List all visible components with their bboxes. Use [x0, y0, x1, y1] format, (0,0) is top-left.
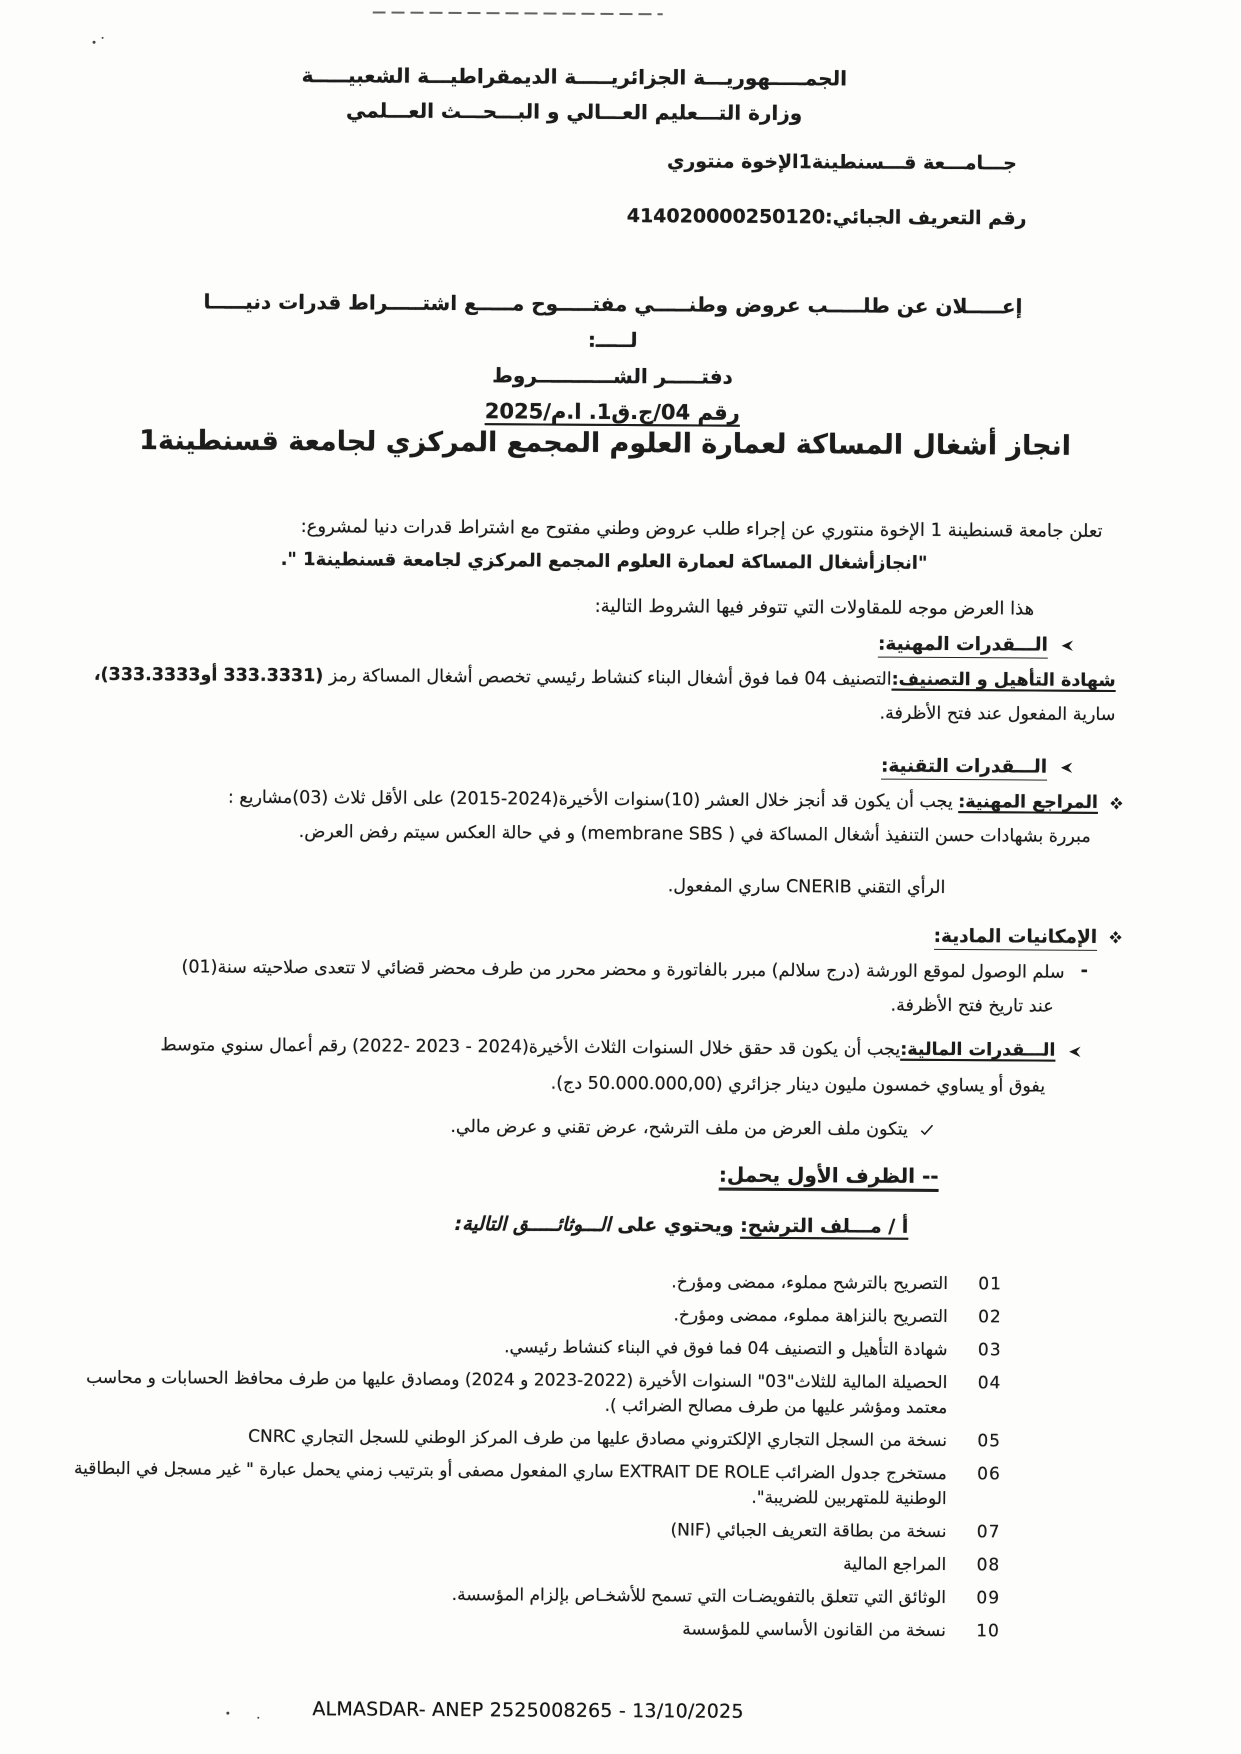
- section-title: الـــقدرات التقنية:: [881, 756, 1047, 781]
- document-text: مستخرج جدول الضرائب EXTRAIT DE ROLE ساري المفعول مصفى أو بترتيب زمني يحمل عبارة " غير مسجل في البطاقية الوطنية للمتهربين للضريبة".: [74, 1458, 947, 1510]
- scan-speck: [257, 1717, 259, 1719]
- document-number: 01: [978, 1274, 1003, 1295]
- announcement-line1: إعـــــلان عن طلـــــب عروض وطنـــــي مفتـــــوح مـــــع اشتـــــراط قدرات دنيـــــا لـــــ:: [203, 289, 1023, 353]
- section-technical-capacities: [881, 756, 1073, 781]
- candidacy-file-rest: الـــوثائـــــق التالية:: [454, 1212, 611, 1236]
- republic-title: الجمـــــهوريـــة الجزائريـــــة الديمقراطيـــة الشعبيـــــة: [301, 63, 848, 91]
- certificate-codes: (333.3331 أو333.3333)،: [93, 664, 324, 687]
- document-number: 03: [977, 1340, 1002, 1361]
- references-label: المراجع المهنية:: [958, 792, 1098, 813]
- document-text: التصريح بالترشح مملوء، ممضى ومؤرخ.: [671, 1272, 949, 1295]
- tax-id-line: رقم التعريف الجبائي:414020000250120: [626, 205, 1027, 230]
- section-financial-capacities: [160, 1035, 1081, 1061]
- document-text: الوثائق التي تتعلق بالتفويضـات التي تسمح للأشخـاص بإلزام المؤسسة.: [451, 1584, 947, 1609]
- section-title: الإمكانيات المادية:: [934, 926, 1098, 951]
- announcement-heading: [182, 283, 1043, 432]
- scan-artifact-line: [373, 11, 663, 15]
- section-professional-capacities: [878, 634, 1074, 659]
- document-number: 04: [977, 1373, 1002, 1394]
- document-list-item: [65, 1614, 1000, 1645]
- document-list-item: [66, 1457, 1001, 1513]
- document-text: الحصيلة المالية للثلاث"03" السنوات الأخيرة (2022-2023 و 2024) ومصادق عليها من طرف محافظ الحسابات و محاسب معتمد ومؤشر عليها من طرف مصالح الضرائب ).: [86, 1367, 948, 1419]
- document-list-item: [67, 1300, 1002, 1331]
- diamond-bullet-icon: [1109, 931, 1122, 944]
- document-list-item: [66, 1424, 1001, 1455]
- document-list-item: [66, 1366, 1001, 1422]
- intro-project-quote: "انجازأشغال المساكة لعمارة العلوم المجمع المركزي لجامعة قسنطينة1 ".: [280, 548, 928, 574]
- scan-speck: [226, 1712, 229, 1715]
- document-text: المراجع المالية: [843, 1554, 947, 1576]
- arrow-bullet-icon: [1067, 1045, 1081, 1059]
- section-title: الـــقدرات المهنية:: [878, 634, 1048, 659]
- document-text: التصريح بالنزاهة مملوء، ممضى ومؤرخ.: [673, 1305, 948, 1328]
- financial-text: يجب أن يكون قد حقق خلال السنوات الثلاث الأخيرة(2024 - 2023 -2022) رقم أعمال سنوي متوسط: [160, 1035, 901, 1060]
- document-number: 07: [976, 1522, 1001, 1543]
- qualification-certificate-line: [94, 665, 1116, 691]
- section-material-capacities: [934, 926, 1123, 951]
- references-text: يجب أن يكون قد أنجز خلال العشر (10)سنوات الأخيرة(2024-2015) على الأقل ثلاث (03)مشاريع :: [227, 787, 959, 813]
- document-list-item: [67, 1333, 1002, 1364]
- site-access-line: [182, 957, 1088, 983]
- document-number: 08: [976, 1555, 1001, 1576]
- offer-composition-text: يتكون ملف العرض من ملف الترشح، عرض تقني و عرض مالي.: [450, 1116, 908, 1140]
- document-list-item: [65, 1548, 1000, 1579]
- site-access-line2: عند تاريخ فتح الأظرفة.: [890, 995, 1054, 1017]
- candidacy-file-label: أ / مـــلف الترشح:: [740, 1214, 909, 1238]
- document-number: 05: [977, 1431, 1002, 1452]
- document-number: 09: [976, 1588, 1001, 1609]
- document-text: شهادة التأهيل و التصنيف 04 فما فوق في البناء كنشاط رئيسي.: [504, 1337, 948, 1361]
- terms-book-line: دفتـــــر الشـــــــــــروط: [492, 363, 733, 389]
- document-text: نسخة من القانون الأساسي للمؤسسة: [682, 1619, 946, 1642]
- certificate-label: شهادة التأهيل و التصنيف:: [891, 669, 1116, 692]
- document-text: نسخة من السجل التجاري الإلكتروني مصادق عليها من طرف المركز الوطني للسجل التجاري CNRC: [248, 1426, 948, 1452]
- dash-bullet: -: [1080, 960, 1088, 981]
- document-list-item: [67, 1267, 1002, 1298]
- certificate-validity-line: سارية المفعول عند فتح الأظرفة.: [879, 703, 1116, 726]
- scan-speck: [93, 41, 96, 44]
- document-list-item: [65, 1515, 1000, 1546]
- arrow-bullet-icon: [1059, 761, 1073, 775]
- offer-composition-line: [450, 1117, 934, 1140]
- documents-list: [65, 1267, 1002, 1653]
- financial-label: الـــقدرات المالية:: [900, 1039, 1056, 1061]
- certificate-text: التصنيف 04 فما فوق أشغال البناء كنشاط رئيسي تخصص أشغال المساكة رمز: [323, 666, 892, 690]
- anep-footer: ALMASDAR- ANEP 2525008265 - 13/10/2025: [312, 1698, 744, 1723]
- official-header: [244, 58, 904, 132]
- cnerib-line: الرأي التقني CNERIB ساري المفعول.: [667, 876, 946, 898]
- references-justification-line: مبررة بشهادات حسن التنفيذ أشغال المساكة في ( membrane SBS) و في حالة العكس سيتم رفض العرض.: [298, 822, 1091, 847]
- first-envelope-title: -- الظرف الأول يحمل:: [719, 1163, 939, 1192]
- intro-line1: تعلن جامعة قسنطينة 1 الإخوة منتوري عن إجراء طلب عروض وطني مفتوح مع اشتراط قدرات دنيا لمشروع:: [300, 516, 1103, 542]
- scan-speck: [102, 37, 104, 39]
- diamond-bullet-icon: [1110, 797, 1123, 810]
- project-title: انجاز أشغال المساكة لعمارة العلوم المجمع المركزي لجامعة قسنطينة1: [139, 425, 1072, 462]
- candidacy-file-mid: ويحتوي على: [610, 1213, 741, 1237]
- document-text: نسخة من بطاقة التعريف الجبائي (NIF): [670, 1520, 947, 1543]
- professional-references-line: [228, 788, 1123, 813]
- university-name: جـــامـــعة قـــسنطينة1الإخوة منتوري: [666, 150, 1017, 175]
- reference-number: رقم 04/ج.ق1. ا.م/2025: [484, 399, 740, 425]
- document-number: 06: [977, 1464, 1001, 1485]
- document-number: 10: [976, 1621, 1000, 1642]
- financial-amount-line: يفوق أو يساوي خمسون مليون دينار جزائري (50.000.000,00 دج).: [550, 1073, 1046, 1097]
- site-access-text: سلم الوصول لموقع الورشة (درج سلالم) مبرر بالفاتورة و محضر محرر من طرف محضر قضائي لا تتعدى صلاحيته سنة(01): [181, 957, 1065, 983]
- ministry-title: وزارة التـــعليم العـــالي و البـــحـــث العـــلمي: [345, 98, 803, 126]
- arrow-bullet-icon: [1060, 639, 1074, 653]
- document-number: 02: [978, 1307, 1002, 1328]
- intro-paragraph: [117, 509, 1102, 581]
- candidacy-file-line: [454, 1213, 908, 1238]
- conditions-intro: هذا العرض موجه للمقاولات التي تتوفر فيها الشروط التالية:: [594, 595, 1035, 620]
- document-list-item: [65, 1581, 1000, 1612]
- check-icon: [920, 1124, 934, 1136]
